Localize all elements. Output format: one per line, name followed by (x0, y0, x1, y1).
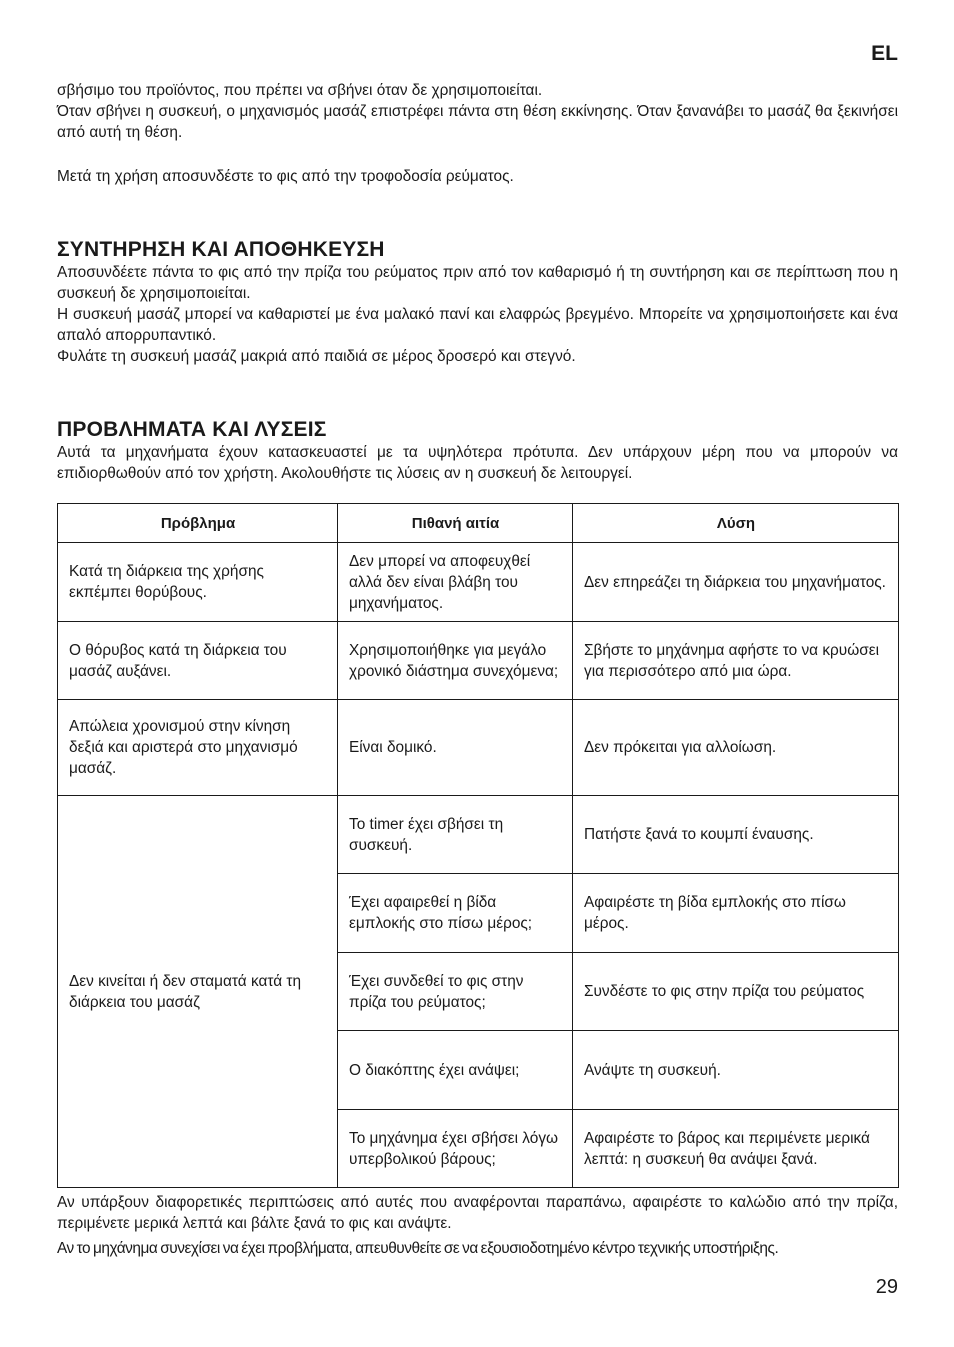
table-row (58, 700, 899, 796)
table-header-row (58, 504, 899, 543)
problem-cell: Απώλεια χρονισμού στην κίνηση δεξιά και αριστερά στο μηχανισμό μασάζ. (58, 700, 338, 796)
maintenance-paragraph-2: Η συσκευή μασάζ μπορεί να καθαριστεί με ένα μαλακό πανί και ελαφρώς βρεγμένο. Μπορείτε να χρησιμοποιήσετε και ένα απαλό απορρυπαντικό. (57, 306, 898, 344)
solution-cell: Δεν πρόκειται για αλλοίωση. (573, 700, 899, 796)
cause-cell: Ο διακόπτης έχει ανάψει; (338, 1031, 573, 1110)
troubleshooting-notes (57, 1192, 898, 1259)
table-row (58, 543, 899, 622)
intro-paragraph-1: σβήσιμο του προϊόντος, που πρέπει να σβήνει όταν δε χρησιμοποιείται. (57, 82, 543, 99)
cause-cell: Το timer έχει σβήσει τη συσκευή. (338, 796, 573, 874)
cause-cell: Δεν μπορεί να αποφευχθεί αλλά δεν είναι βλάβη του μηχανήματος. (338, 543, 573, 622)
maintenance-paragraph-3: Φυλάτε τη συσκευή μασάζ μακριά από παιδιά σε μέρος δροσερό και στεγνό. (57, 348, 576, 365)
cause-cell: Έχει αφαιρεθεί η βίδα εμπλοκής στο πίσω μέρος; (338, 874, 573, 953)
cause-cell: Το μηχάνημα έχει σβήσει λόγω υπερβολικού βάρους; (338, 1110, 573, 1188)
maintenance-heading: ΣΥΝΤΗΡΗΣΗ ΚΑΙ ΑΠΟΘΗΚΕΥΣΗ (57, 238, 385, 261)
intro-paragraph-2: Όταν σβήνει η συσκευή, ο μηχανισμός μασάζ επιστρέφει πάντα στη θέση εκκίνησης. Όταν ξανανάβει το μασάζ θα ξεκινήσει από αυτή τη θέση. (57, 103, 898, 141)
solution-cell: Πατήστε ξανά το κουμπί έναυσης. (573, 796, 899, 874)
solution-cell: Αφαιρέστε το βάρος και περιμένετε μερικά λεπτά: η συσκευή θα ανάψει ξανά. (573, 1110, 899, 1188)
table-row (58, 796, 899, 874)
page-number: 29 (875, 1276, 898, 1298)
solution-cell: Δεν επηρεάζει τη διάρκεια του μηχανήματος. (573, 543, 899, 622)
solution-cell: Σβήστε το μηχάνημα αφήστε το να κρυώσει για περισσότερο από μια ώρα. (573, 622, 899, 700)
solution-cell: Αφαιρέστε τη βίδα εμπλοκής στο πίσω μέρος. (573, 874, 899, 953)
page-content (57, 80, 898, 1259)
note-paragraph-2: Αν το μηχάνημα συνεχίσει να έχει προβλήματα, απευθυνθείτε σε να εξουσιοδοτημένο κέντρο τεχνικής υποστήριξης. (57, 1240, 779, 1257)
cause-cell: Είναι δομικό. (338, 700, 573, 796)
solution-cell: Ανάψτε τη συσκευή. (573, 1031, 899, 1110)
solution-cell: Συνδέστε το φις στην πρίζα του ρεύματος (573, 953, 899, 1031)
header-solution: Λύση (573, 504, 899, 543)
cause-cell: Έχει συνδεθεί το φις στην πρίζα του ρεύματος; (338, 953, 573, 1031)
problem-cell-merged: Δεν κινείται ή δεν σταματά κατά τη διάρκεια του μασάζ (58, 796, 338, 1188)
header-problem: Πρόβλημα (58, 504, 338, 543)
troubleshooting-intro: Αυτά τα μηχανήματα έχουν κατασκευαστεί με τα υψηλότερα πρότυπα. Δεν υπάρχουν μέρη που να μπορούν να επιδιορθωθούν από τον χρήστη. Ακολουθήστε τις λύσεις αν η συσκευή δε λειτουργεί. (57, 444, 898, 482)
note-paragraph-1: Αν υπάρξουν διαφορετικές περιπτώσεις από αυτές που αναφέρονται παραπάνω, αφαιρέστε το καλώδιο από την πρίζα, περιμένετε μερικά λεπτά και βάλτε ξανά το φις και ανάψτε. (57, 1194, 898, 1232)
troubleshooting-table (57, 503, 899, 1188)
intro-paragraph-3: Μετά τη χρήση αποσυνδέστε το φις από την τροφοδοσία ρεύματος. (57, 168, 514, 185)
problem-cell: Κατά τη διάρκεια της χρήσης εκπέμπει θορύβους. (58, 543, 338, 622)
table-row (58, 622, 899, 700)
problem-cell: Ο θόρυβος κατά τη διάρκεια του μασάζ αυξάνει. (58, 622, 338, 700)
cause-cell: Χρησιμοποιήθηκε για μεγάλο χρονικό διάστημα συνεχόμενα; (338, 622, 573, 700)
troubleshooting-heading: ΠΡΟΒΛΗΜΑΤΑ ΚΑΙ ΛΥΣΕΙΣ (57, 418, 327, 441)
language-code: EL (871, 42, 898, 65)
maintenance-paragraph-1: Αποσυνδέετε πάντα το φις από την πρίζα του ρεύματος πριν από τον καθαρισμό ή τη συντήρηση και σε περίπτωση που η συσκευή δε χρησιμοποιείται. (57, 264, 898, 302)
header-cause: Πιθανή αιτία (338, 504, 573, 543)
